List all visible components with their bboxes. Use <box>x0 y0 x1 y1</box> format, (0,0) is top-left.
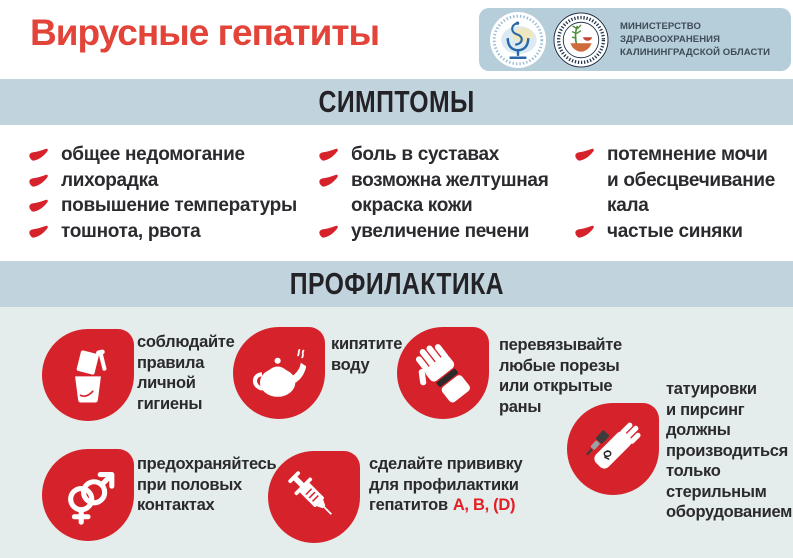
symptom-text: кала <box>607 195 649 216</box>
symptoms-column-3 <box>574 142 775 244</box>
liver-icon <box>318 225 339 239</box>
symptoms-column-1 <box>28 142 297 244</box>
liver-icon <box>28 199 49 213</box>
bandaged-hand-icon <box>397 327 489 419</box>
symptom-text: общее недомогание <box>61 144 245 165</box>
prevention-heading: ПРОФИЛАКТИКА <box>289 266 504 301</box>
symptom-text: возможна желтушная <box>351 169 549 191</box>
prevention-item-text: сделайте прививку для профилактики гепатитов А, В, (D) <box>369 455 523 514</box>
symptom-text: лихорадка <box>61 169 159 191</box>
tattoo-hand-icon <box>567 403 659 495</box>
prevention-item-text: предохраняйтесь при половых контактах <box>137 455 277 514</box>
gender-symbols-icon <box>42 449 134 541</box>
prevention-section-banner <box>0 261 793 307</box>
liver-icon <box>28 225 49 239</box>
symptom-item <box>28 193 297 219</box>
ministry-logo-bowl-of-hygieia <box>490 12 546 68</box>
symptoms-column-2 <box>318 142 548 244</box>
page-title: Вирусные гепатиты <box>30 12 380 53</box>
symptom-text: увеличение печени <box>351 220 530 242</box>
ministry-logo-regional-seal <box>553 12 609 68</box>
symptom-item <box>28 219 297 245</box>
hepatitis-types-highlight: А, В, (D) <box>452 496 516 514</box>
symptom-text: частые синяки <box>607 220 743 242</box>
liver-icon <box>574 225 595 239</box>
symptom-text: повышение температуры <box>61 195 297 216</box>
liver-icon <box>28 174 49 188</box>
ministry-name-line1: МИНИСТЕРСТВО ЗДРАВООХРАНЕНИЯ <box>620 21 721 45</box>
symptoms-section-banner <box>0 79 793 125</box>
symptom-item <box>28 168 297 194</box>
symptom-text: потемнение мочи <box>607 144 768 165</box>
liver-icon <box>28 148 49 162</box>
regional-seal-icon <box>553 12 609 68</box>
ministry-band <box>479 8 791 71</box>
symptom-text: тошнота, рвота <box>61 220 201 242</box>
ministry-name <box>620 20 791 59</box>
prevention-section <box>0 307 793 558</box>
symptom-item <box>574 142 775 219</box>
symptom-text: и обесцвечивание <box>607 169 776 191</box>
prevention-item-text: татуировки и пирсинг должны производиться только стерильным оборудованием <box>666 380 793 521</box>
ministry-name-line2: КАЛИНИНГРАДСКОЙ ОБЛАСТИ <box>620 47 771 58</box>
liver-icon <box>574 148 595 162</box>
symptom-item <box>318 168 548 219</box>
symptom-item <box>574 219 775 245</box>
syringe-icon <box>268 451 360 543</box>
vaccine-text-prefix: гепатитов <box>369 496 448 514</box>
symptom-item <box>318 219 548 245</box>
liver-icon <box>318 174 339 188</box>
prevention-item-text: кипятите воду <box>331 335 403 374</box>
symptom-item <box>318 142 548 168</box>
symptom-text: окраска кожи <box>351 195 473 216</box>
symptom-item <box>28 142 297 168</box>
teapot-icon <box>233 327 325 419</box>
liver-icon <box>318 148 339 162</box>
symptoms-heading: СИМПТОМЫ <box>318 84 475 119</box>
prevention-item-text: соблюдайте правила личной гигиены <box>137 333 235 413</box>
hygiene-items-icon <box>42 329 134 421</box>
bowl-of-hygieia-icon <box>490 12 546 68</box>
symptom-text: боль в суставах <box>351 144 500 165</box>
prevention-item-text: перевязывайте любые порезы или открытые раны <box>499 336 622 416</box>
